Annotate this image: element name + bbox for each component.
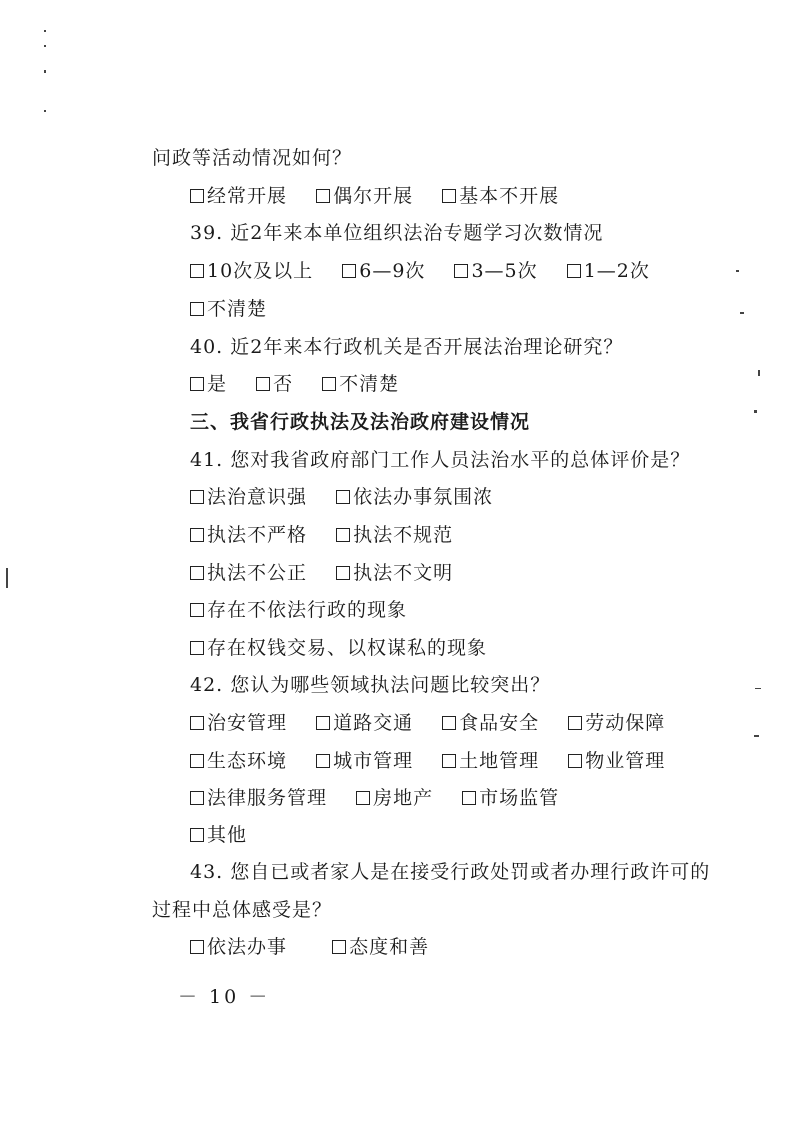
option-often[interactable]: 经常开展 xyxy=(190,183,287,209)
checkbox-icon[interactable] xyxy=(332,940,346,954)
question-41-options-5 xyxy=(190,635,509,662)
question-43-continuation: 过程中总体感受是？ xyxy=(152,899,333,921)
option-ecology[interactable]: 生态环境 xyxy=(190,748,287,774)
option-market-supervision[interactable]: 市场监管 xyxy=(462,785,559,811)
scan-speck xyxy=(44,45,46,47)
option-lawful[interactable]: 依法办事 xyxy=(190,934,287,960)
question-41-options-2 xyxy=(190,522,475,549)
checkbox-icon[interactable] xyxy=(190,490,204,504)
question-41-options-4 xyxy=(190,597,429,624)
checkbox-icon[interactable] xyxy=(190,528,204,542)
checkbox-icon[interactable] xyxy=(568,754,582,768)
option-road-traffic[interactable]: 道路交通 xyxy=(316,710,413,736)
scan-speck xyxy=(754,410,757,413)
checkbox-icon[interactable] xyxy=(190,641,204,655)
option-not-strict[interactable]: 执法不严格 xyxy=(190,522,307,548)
checkbox-icon[interactable] xyxy=(336,490,350,504)
checkbox-icon[interactable] xyxy=(454,264,468,278)
option-city-management[interactable]: 城市管理 xyxy=(316,748,413,774)
checkbox-icon[interactable] xyxy=(342,264,356,278)
option-not-civil[interactable]: 执法不文明 xyxy=(336,560,453,586)
checkbox-icon[interactable] xyxy=(190,754,204,768)
checkbox-icon[interactable] xyxy=(442,716,456,730)
question-39-options xyxy=(190,258,672,285)
option-law-atmosphere[interactable]: 依法办事氛围浓 xyxy=(336,484,493,510)
checkbox-icon[interactable] xyxy=(190,302,204,316)
question-38-continuation xyxy=(152,145,352,171)
question-40-title: 40. 近2年来本行政机关是否开展法治理论研究？ xyxy=(190,336,624,358)
checkbox-icon[interactable] xyxy=(568,716,582,730)
checkbox-icon[interactable] xyxy=(190,377,204,391)
checkbox-icon[interactable] xyxy=(190,716,204,730)
option-unclear[interactable]: 不清楚 xyxy=(322,371,399,397)
question-42-options-2 xyxy=(190,748,687,775)
question-39-title: 39. 近2年来本单位组织法治专题学习次数情况 xyxy=(190,222,604,244)
section-heading: 三、我省行政执法及法治政府建设情况 xyxy=(190,411,531,433)
question-41-title: 41. 您对我省政府部门工作人员法治水平的总体评价是？ xyxy=(190,449,691,471)
question-42-title: 42. 您认为哪些领域执法问题比较突出？ xyxy=(190,674,551,696)
question-41-options-1 xyxy=(190,484,515,511)
checkbox-icon[interactable] xyxy=(190,791,204,805)
scan-speck xyxy=(755,688,761,689)
checkbox-icon[interactable] xyxy=(442,754,456,768)
scan-speck xyxy=(758,370,760,376)
option-1-2[interactable]: 1—2次 xyxy=(567,258,650,284)
option-property-management[interactable]: 物业管理 xyxy=(568,748,665,774)
question-39-options-2 xyxy=(190,296,289,323)
option-other[interactable]: 其他 xyxy=(190,822,247,848)
checkbox-icon[interactable] xyxy=(190,603,204,617)
scan-speck xyxy=(754,735,759,737)
question-42-options-3 xyxy=(190,785,581,812)
option-3-5[interactable]: 3—5次 xyxy=(454,258,537,284)
scan-speck xyxy=(44,110,46,112)
option-public-security[interactable]: 治安管理 xyxy=(190,710,287,736)
option-not-standard[interactable]: 执法不规范 xyxy=(336,522,453,548)
question-42-options-1 xyxy=(190,710,687,737)
option-occasionally[interactable]: 偶尔开展 xyxy=(316,183,413,209)
option-yes[interactable]: 是 xyxy=(190,371,227,397)
checkbox-icon[interactable] xyxy=(567,264,581,278)
checkbox-icon[interactable] xyxy=(356,791,370,805)
option-unlawful-admin[interactable]: 存在不依法行政的现象 xyxy=(190,597,407,623)
checkbox-icon[interactable] xyxy=(322,377,336,391)
question-40-options xyxy=(190,371,421,398)
question-41-options-3 xyxy=(190,560,475,587)
option-unclear[interactable]: 不清楚 xyxy=(190,296,267,322)
question-text: 问政等活动情况如何？ xyxy=(152,147,353,169)
option-labor-security[interactable]: 劳动保障 xyxy=(568,710,665,736)
question-43-options xyxy=(190,934,451,961)
option-6-9[interactable]: 6—9次 xyxy=(342,258,425,284)
checkbox-icon[interactable] xyxy=(190,189,204,203)
checkbox-icon[interactable] xyxy=(462,791,476,805)
option-strong-awareness[interactable]: 法治意识强 xyxy=(190,484,307,510)
checkbox-icon[interactable] xyxy=(336,566,350,580)
checkbox-icon[interactable] xyxy=(316,754,330,768)
option-rarely[interactable]: 基本不开展 xyxy=(442,183,559,209)
option-food-safety[interactable]: 食品安全 xyxy=(442,710,539,736)
option-not-fair[interactable]: 执法不公正 xyxy=(190,560,307,586)
question-43-title: 43. 您自已或者家人是在接受行政处罚或者办理行政许可的 xyxy=(190,861,711,883)
checkbox-icon[interactable] xyxy=(442,189,456,203)
checkbox-icon[interactable] xyxy=(316,189,330,203)
option-legal-services[interactable]: 法律服务管理 xyxy=(190,785,327,811)
checkbox-icon[interactable] xyxy=(190,566,204,580)
checkbox-icon[interactable] xyxy=(190,940,204,954)
checkbox-icon[interactable] xyxy=(336,528,350,542)
scan-speck xyxy=(44,70,46,73)
scan-speck xyxy=(740,312,744,314)
option-friendly[interactable]: 态度和善 xyxy=(332,934,429,960)
option-no[interactable]: 否 xyxy=(256,371,293,397)
question-38-options xyxy=(190,183,581,210)
scan-speck xyxy=(6,568,8,588)
checkbox-icon[interactable] xyxy=(190,264,204,278)
scan-speck xyxy=(736,270,739,272)
page-number: － 10 － xyxy=(178,986,271,1008)
option-land-management[interactable]: 土地管理 xyxy=(442,748,539,774)
checkbox-icon[interactable] xyxy=(316,716,330,730)
scan-speck xyxy=(44,30,46,32)
option-10-plus[interactable]: 10次及以上 xyxy=(190,258,313,284)
question-42-options-4 xyxy=(190,822,269,849)
option-real-estate[interactable]: 房地产 xyxy=(356,785,433,811)
checkbox-icon[interactable] xyxy=(256,377,270,391)
checkbox-icon[interactable] xyxy=(190,828,204,842)
option-corruption[interactable]: 存在权钱交易、以权谋私的现象 xyxy=(190,635,487,661)
